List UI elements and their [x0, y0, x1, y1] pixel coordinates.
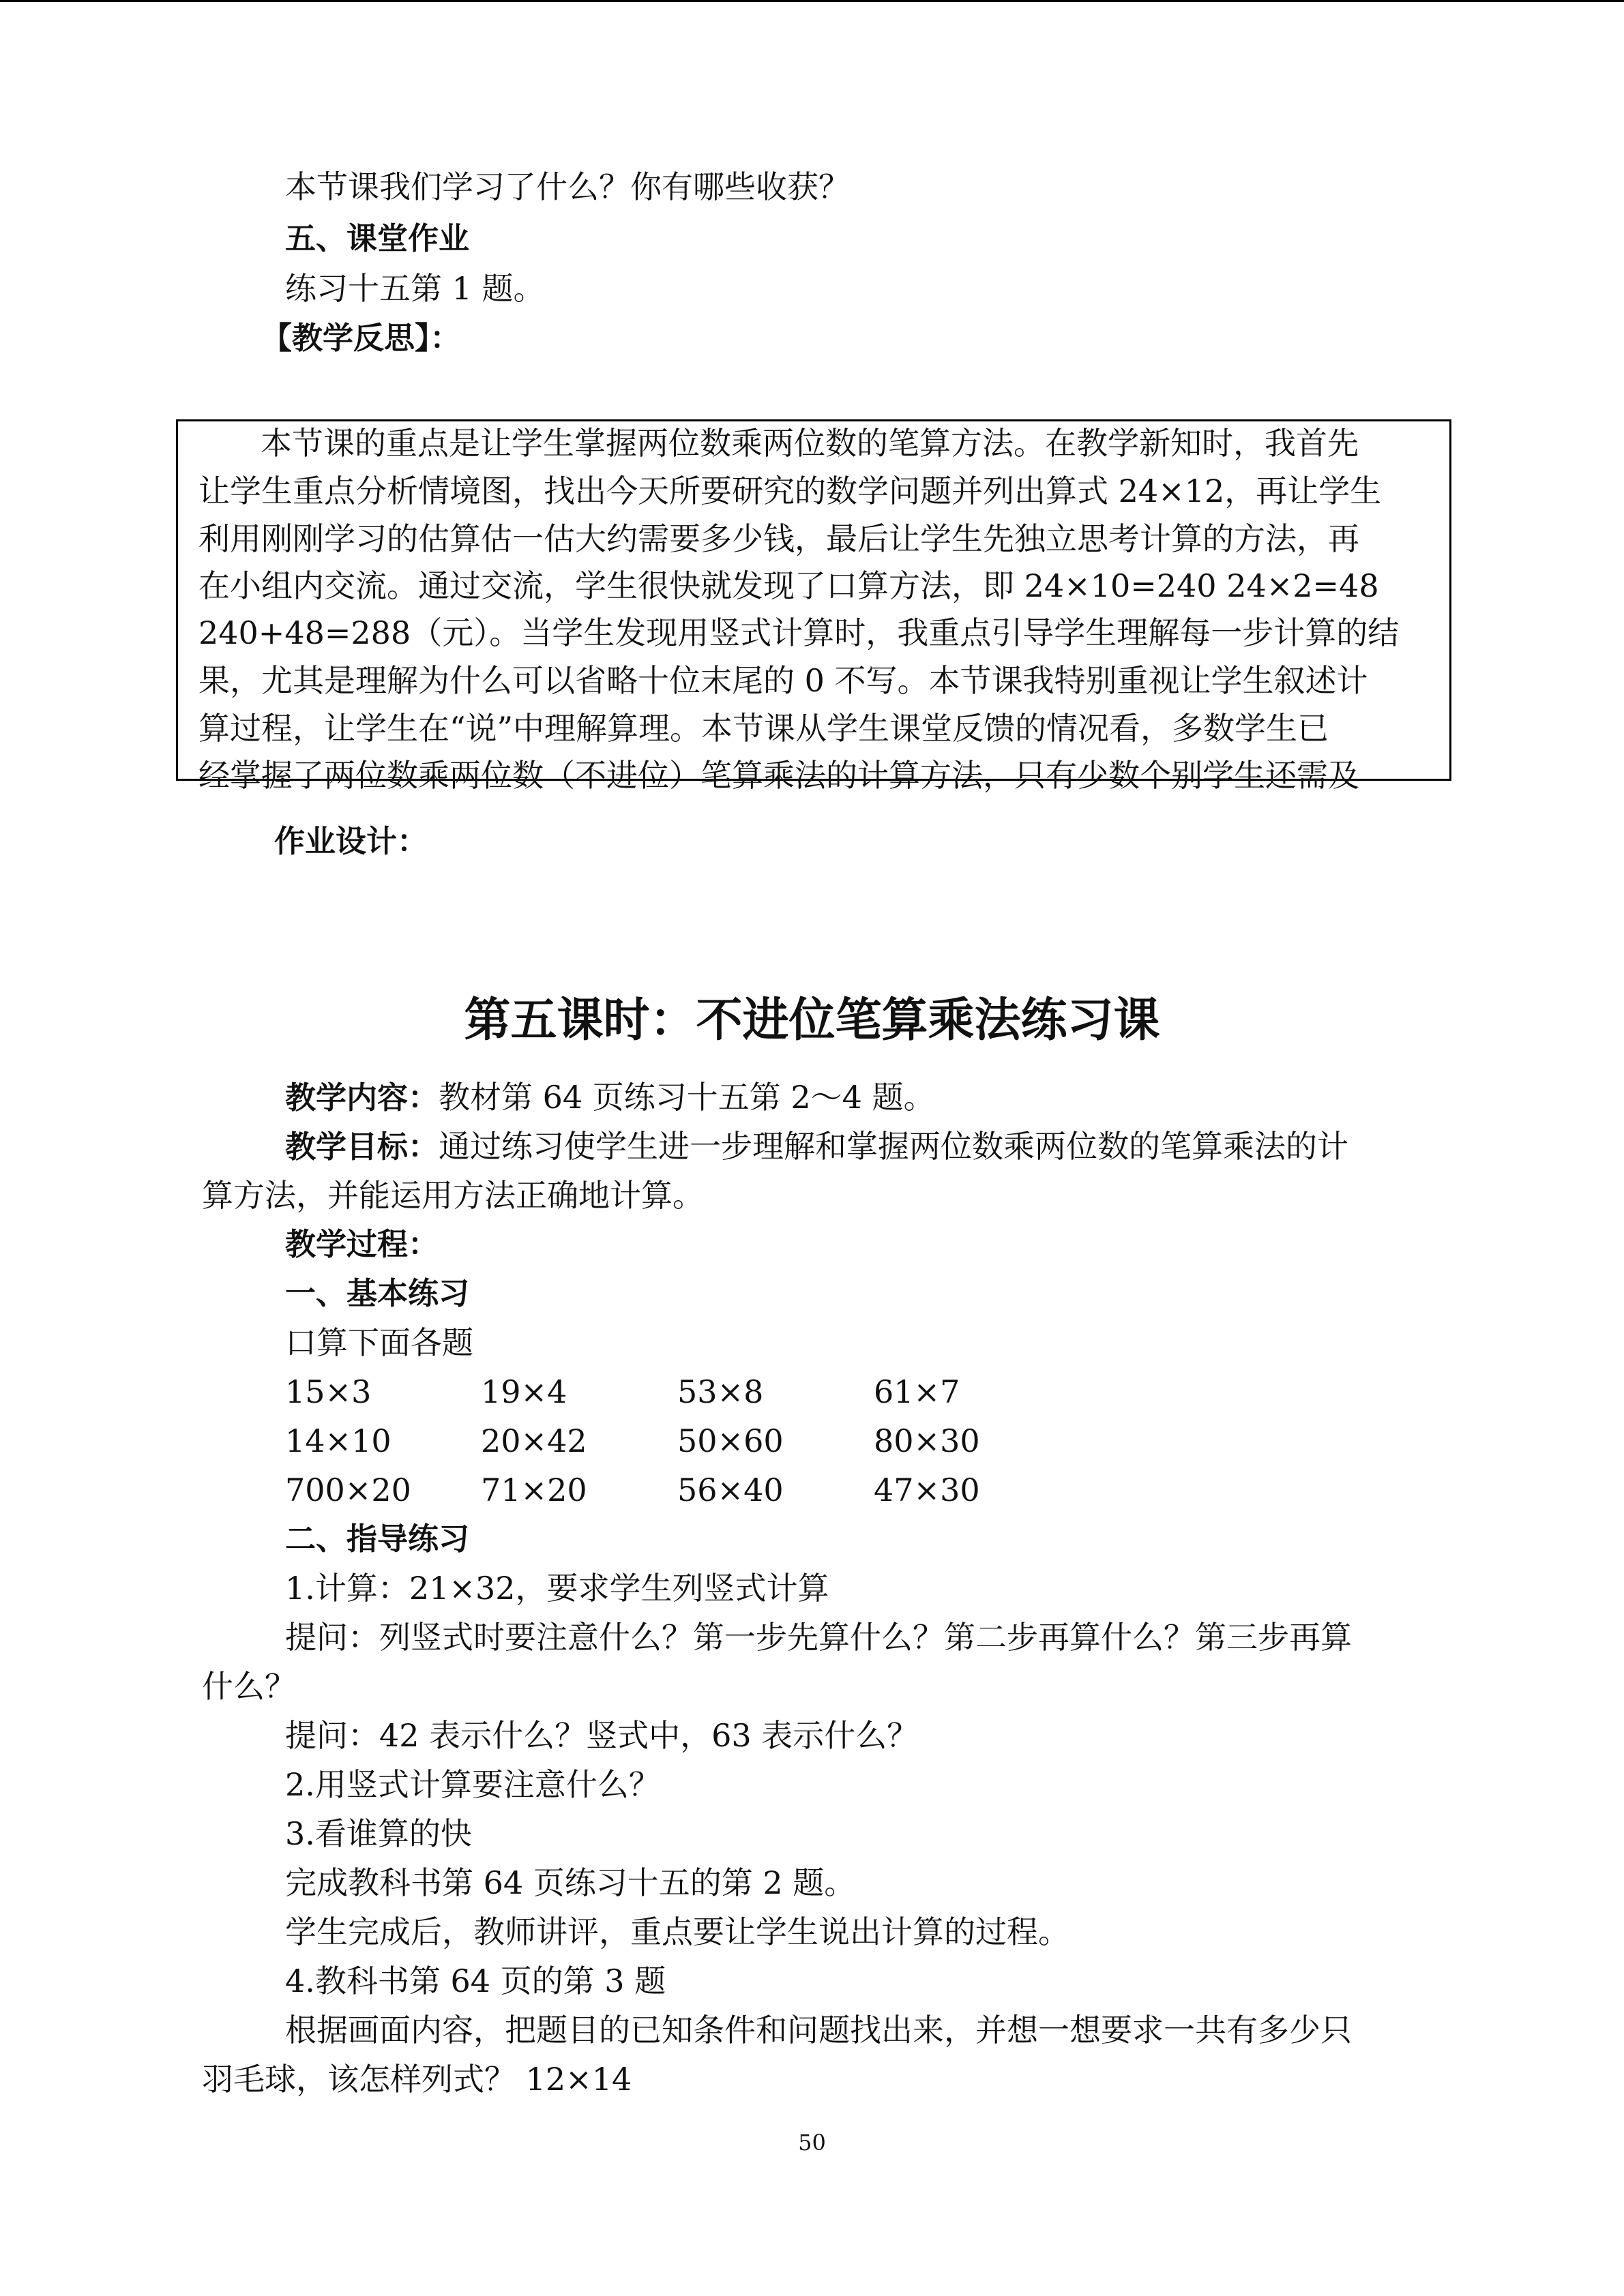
review-question: 本节课我们学习了什么？你有哪些收获？ — [285, 168, 850, 205]
reflection-line: 经掌握了两位数乘两位数（不进位）笔算乘法的计算方法，只有少数个别学生还需及 — [198, 757, 1359, 794]
teaching-process-label: 教学过程： — [285, 1226, 439, 1262]
teaching-content-label: 教学内容： — [285, 1079, 439, 1116]
guided-line: 提问：列竖式时要注意什么？第一步先算什么？第二步再算什么？第三步再算 — [285, 1619, 1352, 1656]
page-number: 50 — [798, 2130, 826, 2156]
teaching-goal-text: 通过练习使学生进一步理解和掌握两位数乘两位数的笔算乘法的计 — [439, 1128, 1349, 1165]
oral-problem: 50×60 — [677, 1422, 784, 1459]
guided-line: 4.教科书第 64 页的第 3 题 — [285, 1963, 666, 1999]
oral-problem: 71×20 — [481, 1472, 587, 1508]
guided-line: 羽毛球，该怎样列式？ 12×14 — [202, 2061, 632, 2098]
reflection-line: 本节课的重点是让学生掌握两位数乘两位数的笔算方法。在教学新知时，我首先 — [261, 425, 1359, 462]
oral-problem: 20×42 — [481, 1422, 587, 1459]
reflection-line: 240+48=288（元）。当学生发现用竖式计算时，我重点引导学生理解每一步计算的结 — [198, 614, 1400, 651]
reflection-line: 果，尤其是理解为什么可以省略十位末尾的 0 不写。本节课我特别重视让学生叙述计 — [198, 662, 1368, 699]
section-5-heading: 五、课堂作业 — [285, 220, 470, 256]
reflection-line: 让学生重点分析情境图，找出今天所要研究的数学问题并列出算式 24×12，再让学生 — [198, 473, 1382, 509]
oral-problem: 15×3 — [285, 1373, 372, 1410]
teaching-goal — [285, 1126, 1348, 1167]
basic-practice-heading: 一、基本练习 — [285, 1275, 470, 1311]
oral-problem: 53×8 — [677, 1373, 764, 1410]
teaching-goal-label: 教学目标： — [285, 1129, 439, 1165]
reflection-line: 利用刚刚学习的估算估一估大约需要多少钱，最后让学生先独立思考计算的方法，再 — [198, 520, 1359, 557]
oral-problem: 80×30 — [874, 1422, 980, 1459]
basic-practice-instruction: 口算下面各题 — [285, 1324, 473, 1361]
guided-line: 3.看谁算的快 — [285, 1815, 472, 1852]
reflection-line: 算过程，让学生在“说”中理解算理。本节课从学生课堂反馈的情况看，多数学生已 — [198, 710, 1329, 747]
guided-line: 什么？ — [202, 1668, 296, 1705]
oral-problem: 14×10 — [285, 1422, 392, 1459]
page-top-rule — [0, 0, 1624, 2]
oral-problem: 61×7 — [874, 1373, 960, 1410]
teaching-goal-continued: 算方法，并能运用方法正确地计算。 — [202, 1177, 704, 1214]
teaching-content — [285, 1077, 935, 1118]
guided-line: 完成教科书第 64 页练习十五的第 2 题。 — [285, 1864, 856, 1901]
teaching-reflection-box — [176, 419, 1451, 794]
teaching-content-text: 教材第 64 页练习十五第 2～4 题。 — [439, 1079, 935, 1116]
guided-line: 提问：42 表示什么？竖式中，63 表示什么？ — [285, 1717, 919, 1754]
guided-line: 2.用竖式计算要注意什么？ — [285, 1766, 660, 1803]
homework-design-label: 作业设计： — [274, 823, 428, 859]
oral-problem: 47×30 — [874, 1472, 980, 1508]
oral-problem: 700×20 — [285, 1472, 411, 1508]
lesson-title: 第五课时：不进位笔算乘法练习课 — [464, 994, 1160, 1047]
homework-text: 练习十五第 1 题。 — [285, 270, 545, 307]
reflection-heading: 【教学反思】： — [261, 320, 461, 356]
guided-practice-heading: 二、指导练习 — [285, 1521, 470, 1557]
guided-line: 学生完成后，教师讲评，重点要让学生说出计算的过程。 — [285, 1913, 1069, 1950]
guided-line: 1.计算：21×32，要求学生列竖式计算 — [285, 1570, 829, 1607]
guided-line: 根据画面内容，把题目的已知条件和问题找出来，并想一想要求一共有多少只 — [285, 2012, 1352, 2048]
oral-problem: 56×40 — [677, 1472, 784, 1508]
reflection-line: 在小组内交流。通过交流，学生很快就发现了口算方法，即 24×10=240 24×2=48 — [198, 567, 1379, 604]
oral-problem: 19×4 — [481, 1373, 567, 1410]
